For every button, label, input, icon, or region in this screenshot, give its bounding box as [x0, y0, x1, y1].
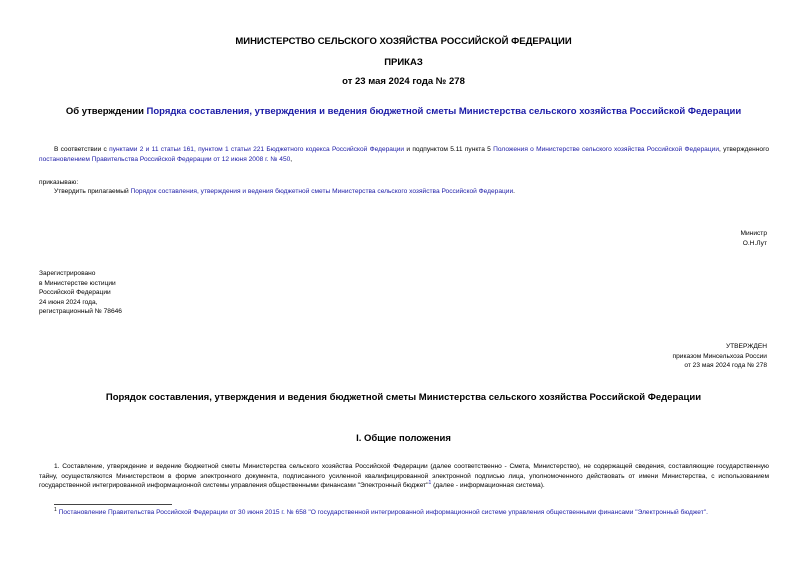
document-date: от 23 мая 2024 года № 278 — [342, 76, 465, 87]
signature-position: Министр — [740, 230, 767, 237]
ministry-regulation-link[interactable]: Положения о Министерстве сельского хозяйства Российской Федерации — [493, 146, 719, 153]
approval-line: приказом Минсельхоза России — [672, 352, 767, 360]
footnote-divider — [54, 504, 172, 505]
document-title — [0, 106, 807, 117]
footnote — [54, 506, 708, 518]
approval-block — [673, 342, 767, 371]
registration-line: 24 июня 2024 года, — [39, 298, 98, 306]
paragraph-1-text: 1. Составление, утверждение и ведение бюджетной сметы Министерства сельского хозяйства Российской Федерации (далее соответственно - Смета, Министерство), не содержащей сведения, составляющие государственную тайну, осуществляются Министерством в форме электронного документа, подписанного усиленной квалифицированной электронной подписью лица, уполномоченного действовать от имени Министерства, с использованием государственной интегрированной информационной системы управления общественными финансами "Электронный бюджет" — [39, 463, 769, 489]
registration-line: в Министерстве юстиции — [39, 279, 116, 287]
footnote-number: 1 — [54, 507, 57, 513]
paragraph-1 — [39, 462, 769, 491]
footnote-link[interactable]: Постановление Правительства Российской Федерации от 30 июня 2015 г. № 658 "О государственной интегрированной информационной системе управления общественными финансами "Электронный бюджет". — [58, 509, 708, 517]
procedure-title: Порядок составления, утверждения и ведения бюджетной сметы Министерства сельского хозяйства Российской Федерации — [105, 392, 702, 403]
preamble-text-2: и подпунктом 5.11 пункта 5 — [404, 146, 494, 153]
signature-name: О.Н.Лут — [742, 240, 767, 247]
section-heading: I. Общие положения — [356, 433, 451, 444]
approval-line: от 23 мая 2024 года № 278 — [684, 362, 767, 369]
registration-line: Российской Федерации — [39, 289, 111, 296]
registration-line: Зарегистрировано — [39, 270, 96, 277]
order-word: приказываю: — [39, 179, 79, 186]
preamble-text-3: , утвержденного — [719, 146, 769, 153]
procedure-title-link[interactable]: Порядка составления, утверждения и ведения бюджетной сметы Министерства сельского хозяйства Российской Федерации — [146, 106, 742, 117]
registration-block — [39, 269, 122, 317]
procedure-link[interactable]: Порядок составления, утверждения и ведения бюджетной сметы Министерства сельского хозяйства Российской Федерации — [130, 188, 514, 195]
footnote-ref[interactable]: 1 — [428, 479, 432, 486]
registration-line: регистрационный № 78646 — [39, 308, 122, 315]
preamble-text-4: , — [290, 155, 293, 163]
order-text-2: . — [513, 188, 515, 195]
approval-line: УТВЕРЖДЕН — [725, 343, 767, 350]
ministry-title: МИНИСТЕРСТВО СЕЛЬСКОГО ХОЗЯЙСТВА РОССИЙСКОЙ ФЕДЕРАЦИИ — [235, 36, 572, 47]
government-decree-link[interactable]: постановлением Правительства Российской Федерации от 12 июня 2008 г. № 450 — [39, 155, 291, 163]
document-type: ПРИКАЗ — [384, 57, 423, 68]
paragraph-1-tail: (далее - информационная система). — [431, 482, 545, 489]
order-text-1: Утвердить прилагаемый — [54, 188, 131, 195]
order-paragraph — [54, 187, 515, 197]
preamble-paragraph — [39, 145, 769, 164]
budget-code-link[interactable]: пунктами 2 и 11 статьи 161, пунктом 1 статьи 221 Бюджетного кодекса Российской Федерации — [109, 146, 405, 153]
preamble-text-1: В соответствии с — [54, 146, 110, 153]
document-title-prefix: Об утверждении — [65, 106, 147, 117]
